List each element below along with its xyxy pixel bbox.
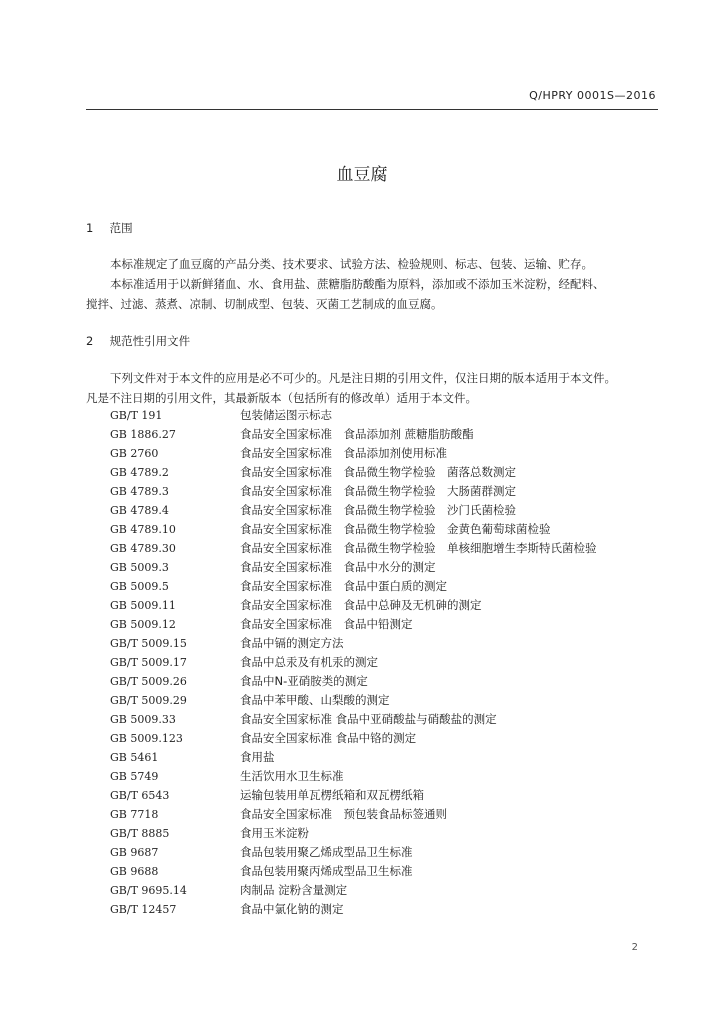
reference-row bbox=[110, 615, 597, 634]
reference-title: 食品安全国家标准 食品中铅测定 bbox=[240, 617, 413, 631]
references-intro-line-2: 凡是不注日期的引用文件，其最新版本（包括所有的修改单）适用于本文件。 bbox=[86, 391, 477, 405]
reference-title: 食品安全国家标准 食品中水分的测定 bbox=[240, 560, 436, 574]
reference-row bbox=[110, 786, 597, 805]
reference-code: GB 9687 bbox=[110, 846, 159, 859]
reference-row bbox=[110, 653, 597, 672]
reference-code: GB 4789.30 bbox=[110, 542, 176, 555]
section-2-title: 规范性引用文件 bbox=[109, 334, 191, 348]
reference-code: GB/T 8885 bbox=[110, 827, 170, 840]
document-title: 血豆腐 bbox=[336, 165, 388, 185]
reference-code: GB 4789.10 bbox=[110, 523, 176, 536]
reference-title: 生活饮用水卫生标准 bbox=[240, 769, 344, 783]
reference-code: GB 7718 bbox=[110, 808, 159, 821]
reference-code: GB/T 5009.15 bbox=[110, 637, 187, 650]
reference-title: 食品安全国家标准 食品中亚硝酸盐与硝酸盐的测定 bbox=[240, 712, 497, 726]
section-2-intro bbox=[86, 368, 660, 408]
reference-list bbox=[110, 406, 597, 919]
reference-row bbox=[110, 767, 597, 786]
references-intro-line-1: 下列文件对于本文件的应用是必不可少的。凡是注日期的引用文件，仅注日期的版本适用于本文件。 bbox=[110, 371, 616, 385]
reference-title: 食品安全国家标准 食品中蛋白质的测定 bbox=[240, 579, 447, 593]
reference-title: 食品包装用聚乙烯成型品卫生标准 bbox=[240, 845, 413, 859]
reference-title: 食品安全国家标准 食品微生物学检验 沙门氏菌检验 bbox=[240, 503, 516, 517]
reference-title: 食用玉米淀粉 bbox=[240, 826, 309, 840]
reference-title: 食品包装用聚丙烯成型品卫生标准 bbox=[240, 864, 413, 878]
reference-row bbox=[110, 805, 597, 824]
reference-row bbox=[110, 729, 597, 748]
reference-row bbox=[110, 824, 597, 843]
section-1-title: 范围 bbox=[109, 221, 133, 235]
reference-code: GB 4789.3 bbox=[110, 485, 169, 498]
reference-code: GB/T 12457 bbox=[110, 903, 177, 916]
reference-row bbox=[110, 577, 597, 596]
reference-title: 食用盐 bbox=[240, 750, 275, 764]
reference-code: GB 5749 bbox=[110, 770, 159, 783]
reference-row bbox=[110, 710, 597, 729]
reference-title: 食品安全国家标准 预包装食品标签通则 bbox=[240, 807, 447, 821]
reference-row bbox=[110, 425, 597, 444]
reference-code: GB 5009.123 bbox=[110, 732, 183, 745]
scope-paragraph-1: 本标准规定了血豆腐的产品分类、技术要求、试验方法、检验规则、标志、包装、运输、贮存。 bbox=[110, 257, 593, 271]
reference-row bbox=[110, 406, 597, 425]
section-1-heading bbox=[86, 220, 133, 236]
reference-code: GB 4789.2 bbox=[110, 466, 169, 479]
reference-title: 食品中镉的测定方法 bbox=[240, 636, 344, 650]
reference-title: 食品安全国家标准 食品微生物学检验 单核细胞增生李斯特氏菌检验 bbox=[240, 541, 597, 555]
reference-title: 食品中氯化钠的测定 bbox=[240, 902, 344, 916]
reference-row bbox=[110, 463, 597, 482]
reference-code: GB/T 5009.26 bbox=[110, 675, 187, 688]
reference-title: 食品安全国家标准 食品微生物学检验 大肠菌群测定 bbox=[240, 484, 516, 498]
section-1-number: 1 bbox=[86, 221, 94, 235]
reference-row bbox=[110, 672, 597, 691]
reference-row bbox=[110, 520, 597, 539]
reference-title: 食品中N-亚硝胺类的测定 bbox=[240, 674, 368, 688]
reference-row bbox=[110, 482, 597, 501]
reference-title: 食品安全国家标准 食品中铬的测定 bbox=[240, 731, 417, 745]
section-2-number: 2 bbox=[86, 334, 94, 348]
reference-code: GB 2760 bbox=[110, 447, 159, 460]
page-number: 2 bbox=[631, 942, 638, 953]
reference-code: GB 1886.27 bbox=[110, 428, 176, 441]
reference-title: 包装储运图示标志 bbox=[240, 408, 332, 422]
reference-code: GB 5461 bbox=[110, 751, 159, 764]
header-divider bbox=[86, 109, 658, 110]
reference-code: GB 5009.33 bbox=[110, 713, 176, 726]
reference-title: 食品安全国家标准 食品中总砷及无机砷的测定 bbox=[240, 598, 482, 612]
reference-row bbox=[110, 881, 597, 900]
reference-row bbox=[110, 843, 597, 862]
reference-code: GB 9688 bbox=[110, 865, 159, 878]
reference-code: GB/T 6543 bbox=[110, 789, 170, 802]
reference-row bbox=[110, 900, 597, 919]
reference-row bbox=[110, 596, 597, 615]
reference-code: GB/T 9695.14 bbox=[110, 884, 187, 897]
reference-code: GB 5009.12 bbox=[110, 618, 176, 631]
reference-title: 肉制品 淀粉含量测定 bbox=[240, 883, 348, 897]
reference-row bbox=[110, 748, 597, 767]
reference-row bbox=[110, 444, 597, 463]
reference-row bbox=[110, 634, 597, 653]
reference-title: 食品安全国家标准 食品添加剂使用标准 bbox=[240, 446, 447, 460]
scope-paragraph-2-line-1: 本标准适用于以新鲜猪血、水、食用盐、蔗糖脂肪酸酯为原料，添加或不添加玉米淀粉，经配料、 bbox=[110, 277, 605, 291]
section-1-body bbox=[86, 254, 660, 314]
reference-code: GB/T 5009.17 bbox=[110, 656, 187, 669]
reference-title: 食品中苯甲酸、山梨酸的测定 bbox=[240, 693, 390, 707]
reference-row bbox=[110, 691, 597, 710]
document-code: Q/HPRY 0001S—2016 bbox=[529, 89, 656, 102]
reference-code: GB 5009.3 bbox=[110, 561, 169, 574]
reference-code: GB/T 191 bbox=[110, 409, 163, 422]
reference-code: GB 5009.11 bbox=[110, 599, 176, 612]
reference-title: 食品安全国家标准 食品添加剂 蔗糖脂肪酸酯 bbox=[240, 427, 474, 441]
reference-code: GB 5009.5 bbox=[110, 580, 169, 593]
reference-code: GB/T 5009.29 bbox=[110, 694, 187, 707]
reference-row bbox=[110, 501, 597, 520]
reference-row bbox=[110, 558, 597, 577]
section-2-heading bbox=[86, 333, 190, 349]
reference-row bbox=[110, 862, 597, 881]
reference-row bbox=[110, 539, 597, 558]
reference-title: 食品中总汞及有机汞的测定 bbox=[240, 655, 378, 669]
scope-paragraph-2-line-2: 搅拌、过滤、蒸煮、凉制、切制成型、包装、灭菌工艺制成的血豆腐。 bbox=[86, 297, 443, 311]
reference-code: GB 4789.4 bbox=[110, 504, 169, 517]
reference-title: 运输包装用单瓦楞纸箱和双瓦楞纸箱 bbox=[240, 788, 424, 802]
reference-title: 食品安全国家标准 食品微生物学检验 金黄色葡萄球菌检验 bbox=[240, 522, 551, 536]
reference-title: 食品安全国家标准 食品微生物学检验 菌落总数测定 bbox=[240, 465, 516, 479]
